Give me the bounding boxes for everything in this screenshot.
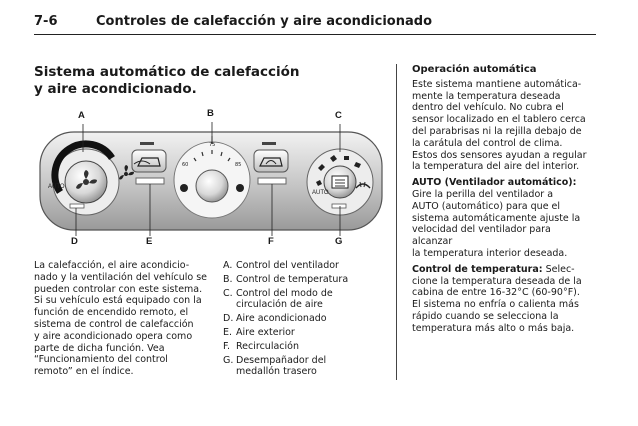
legend-text: Recirculación: [236, 340, 299, 352]
callout-d: D: [71, 236, 78, 247]
column-divider: [396, 64, 397, 380]
text-line: rápido cuando se selecciona la: [412, 310, 559, 322]
intro-paragraph: [34, 260, 216, 378]
rear-defog-indicator: [332, 204, 346, 208]
mode-auto-label: AUTO: [312, 190, 329, 196]
auto-operation-paragraph: [412, 79, 592, 173]
text-line: parte de dicha función. Vea: [34, 342, 165, 354]
temp-scale-low: 60: [182, 162, 189, 168]
text-line: y aire acondicionado opera como: [34, 330, 193, 342]
outside-air-button[interactable]: [132, 150, 166, 172]
legend-letter: B.: [223, 273, 233, 285]
text-line: la temperatura interior deseada.: [412, 247, 568, 259]
legend-text: Control del ventilador: [236, 260, 339, 271]
text-line: sensor localizado en el tablero cerca: [412, 114, 586, 126]
legend-item: [223, 341, 393, 353]
temperature-knob[interactable]: [196, 170, 228, 202]
floor-mode-icon: [344, 156, 349, 160]
legend-text: circulación de aire: [236, 299, 323, 311]
callout-f: F: [268, 236, 274, 247]
text-line: AUTO (automático) para que el: [412, 200, 561, 212]
legend-letter: A.: [223, 260, 233, 271]
auto-operation-heading: Operación automática: [412, 64, 537, 75]
temp-control-paragraph: [412, 264, 592, 335]
legend-text: medallón trasero: [236, 366, 317, 378]
temp-scale-high: 85: [235, 162, 242, 168]
page-number: 7-6: [34, 14, 58, 29]
legend-item: [223, 288, 393, 312]
legend-letter: D.: [223, 313, 234, 325]
legend-text: Control del modo de: [236, 287, 333, 299]
text-line: cabina de entre 16-32°C (60-90°F).: [412, 287, 580, 299]
page-header: [34, 14, 596, 34]
legend-letter: C.: [223, 287, 233, 299]
section-title-line: Sistema automático de calefacción: [34, 64, 300, 80]
section-title: [34, 64, 374, 98]
text-line: dentro del vehículo. No cubra el: [412, 102, 564, 114]
callout-c: C: [335, 110, 342, 121]
text-line: función de encendido remoto, el: [34, 307, 189, 319]
auto-fan-paragraph: [412, 177, 592, 260]
text-line: Gire la perilla del ventilador a: [412, 188, 554, 200]
section-title-line: y aire acondicionado.: [34, 81, 197, 97]
legend-text: Aire exterior: [236, 326, 295, 338]
text-line: cione la temperatura deseada de la: [412, 275, 582, 287]
right-column: [412, 64, 592, 339]
text-line: velocidad del ventilador para alcanzar: [412, 224, 551, 248]
text-line: El sistema no enfría o calienta más: [412, 299, 579, 311]
fan-auto-label: AUTO: [48, 184, 65, 190]
text-line: Este sistema mantiene automática-: [412, 78, 582, 90]
legend-item: [223, 327, 393, 339]
callout-a: A: [78, 110, 85, 121]
text-line: la temperatura del aire del interior.: [412, 161, 580, 173]
text-line: La calefacción, el aire acondicio-: [34, 260, 190, 271]
legend-item: [223, 313, 393, 325]
text-line: pueden controlar con este sistema.: [34, 283, 203, 295]
legend-item: [223, 260, 393, 272]
chapter-title: Controles de calefacción y aire acondicionado: [96, 14, 432, 29]
outside-air-slot: [136, 178, 164, 184]
temp-control-heading: Control de temperatura:: [412, 263, 543, 275]
legend-text: Control de temperatura: [236, 273, 349, 285]
temp-cold-dot: [180, 184, 188, 192]
text-line: Si su vehículo está equipado con la: [34, 295, 202, 307]
climate-panel-illustration: [30, 108, 392, 250]
text-line: del parabrisas ni la rejilla debajo de: [412, 125, 582, 137]
legend-letter: E.: [223, 326, 233, 338]
text-line: sistema de control de calefacción: [34, 318, 194, 330]
figure-legend: [223, 260, 393, 380]
temp-hot-dot: [236, 184, 244, 192]
text-line: “Funcionamiento del control: [34, 354, 168, 366]
recirc-slot: [258, 178, 286, 184]
callout-e: E: [146, 236, 153, 247]
temp-scale-mid: 75: [209, 142, 216, 148]
text-line: nado y la ventilación del vehículo se: [34, 271, 208, 283]
legend-text: Aire acondicionado: [236, 313, 327, 325]
text-line: Estos dos sensores ayudan a regular: [412, 149, 587, 161]
text-line: sistema automáticamente ajuste la: [412, 212, 581, 224]
legend-item: [223, 274, 393, 286]
auto-fan-heading: AUTO (Ventilador automático):: [412, 177, 577, 189]
text-line: la carátula del control de clima.: [412, 137, 563, 149]
text-line: mente la temperatura deseada: [412, 90, 561, 102]
legend-letter: G.: [223, 354, 234, 366]
header-rule: [34, 34, 596, 35]
text-line: temperatura más alto o más baja.: [412, 322, 575, 334]
legend-text: Desempañador del: [236, 354, 327, 366]
callout-b: B: [207, 108, 214, 119]
callout-g: G: [335, 236, 343, 247]
climate-control-figure: [30, 108, 392, 250]
text-line: Selec-: [542, 263, 575, 275]
text-line: remoto” en el índice.: [34, 366, 134, 378]
legend-item: [223, 355, 393, 379]
outside-air-indicator: [140, 142, 154, 145]
recirc-indicator: [262, 142, 276, 145]
ac-indicator-light: [70, 204, 84, 208]
legend-letter: F.: [223, 340, 230, 352]
